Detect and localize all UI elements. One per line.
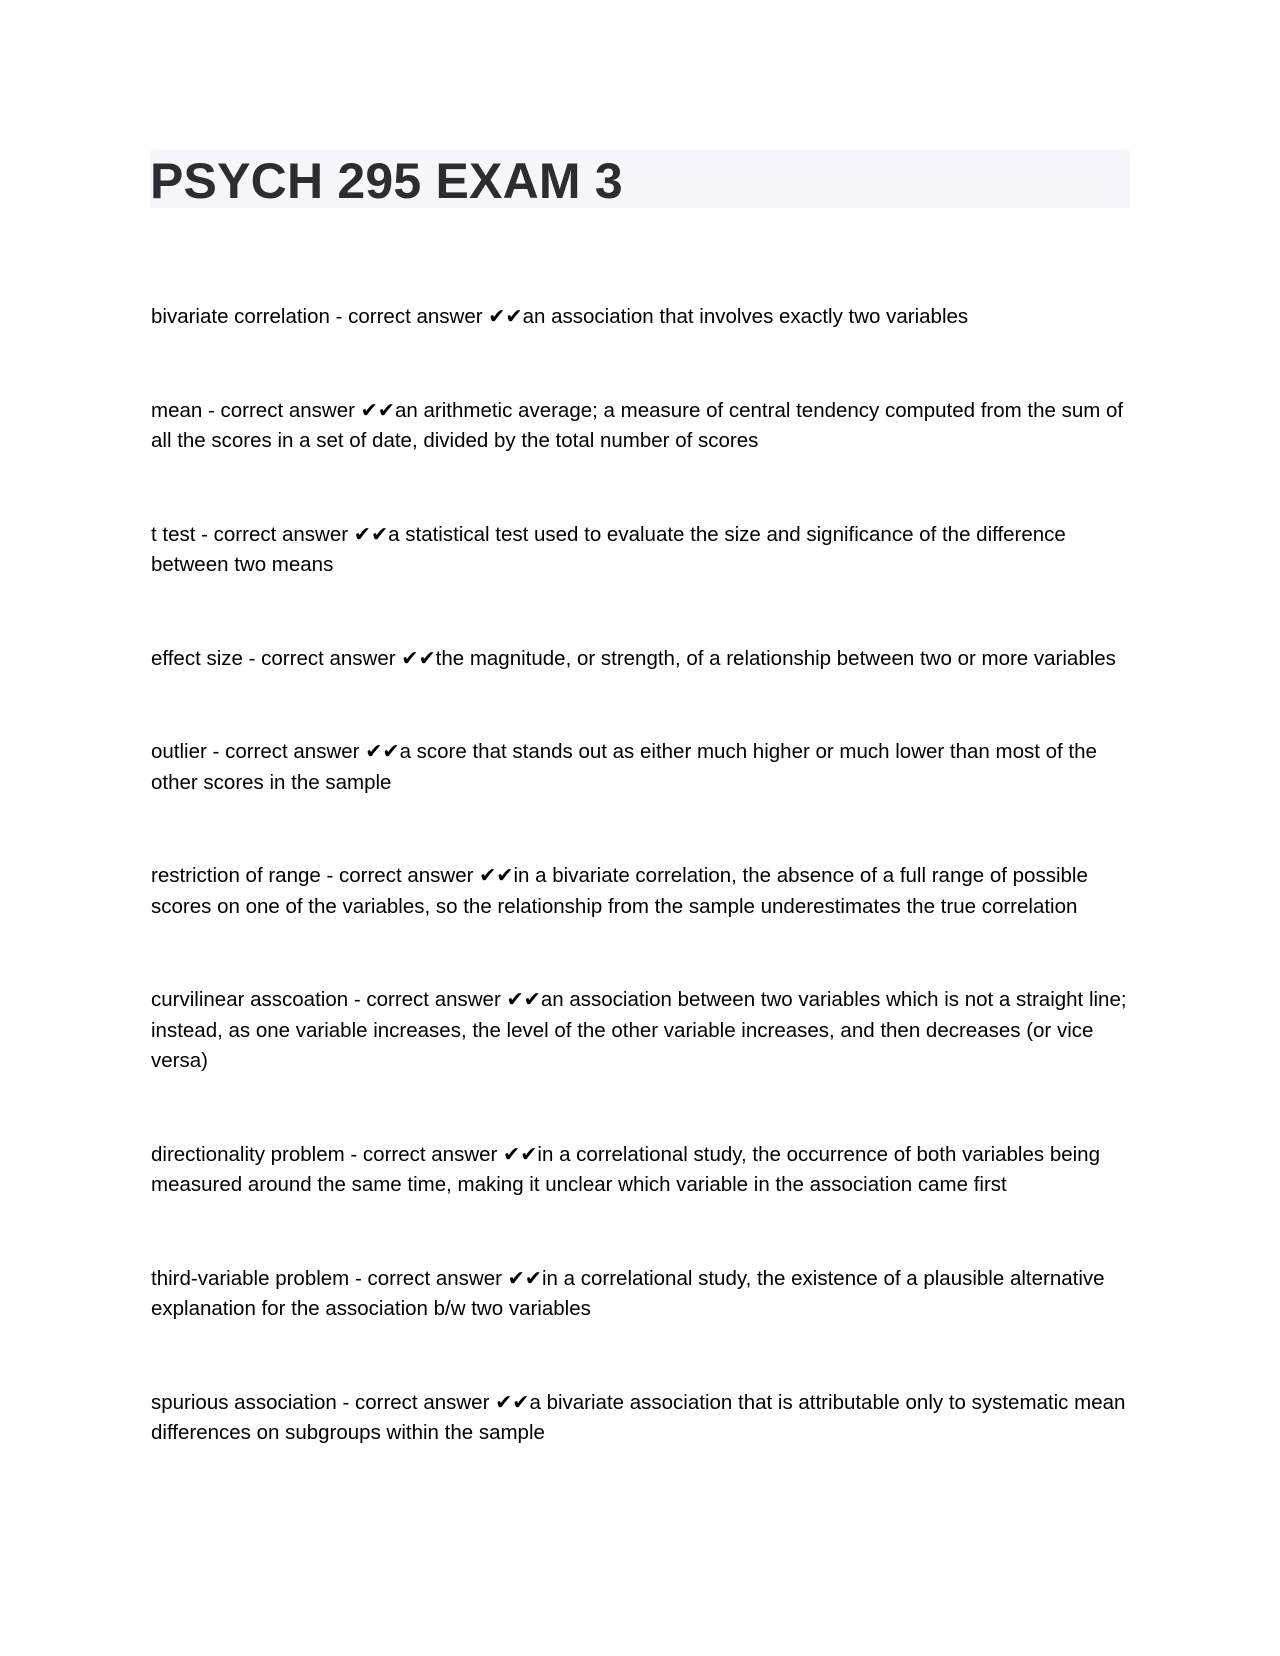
flashcard-entry bbox=[151, 861, 1131, 922]
check-mark-icon: ✔✔ bbox=[359, 740, 400, 763]
flashcard-entry bbox=[151, 1140, 1131, 1201]
document-title: PSYCH 295 EXAM 3 bbox=[150, 153, 623, 209]
flashcard-entry bbox=[151, 520, 1131, 581]
answer-label: correct answer bbox=[261, 646, 396, 670]
answer-label: correct answer bbox=[348, 305, 483, 328]
check-mark-icon: ✔✔ bbox=[489, 1390, 530, 1414]
answer-label: correct answer bbox=[354, 1390, 490, 1414]
entry-term: restriction of range bbox=[151, 864, 321, 887]
entry-term: effect size bbox=[151, 646, 243, 670]
entry-definition: in a correlational study, the existence of a plausible alternative explanation for the association b/w two variables bbox=[151, 1266, 1105, 1320]
entry-separator: - bbox=[329, 305, 349, 328]
entry-definition: in a correlational study, the occurrence of both variables being measured around the same time, making it unclear which variable in the association came first bbox=[151, 1142, 1100, 1196]
entry-separator: - bbox=[344, 1142, 363, 1166]
answer-label: correct answer bbox=[220, 398, 355, 422]
check-mark-icon: ✔✔ bbox=[395, 646, 436, 670]
entry-separator: - bbox=[206, 740, 226, 763]
flashcard-list bbox=[151, 302, 1131, 1512]
answer-label: correct answer bbox=[339, 864, 474, 887]
answer-label: correct answer bbox=[366, 988, 501, 1011]
check-mark-icon: ✔✔ bbox=[482, 305, 523, 328]
flashcard-entry bbox=[151, 737, 1131, 798]
entry-term: outlier bbox=[151, 740, 207, 763]
entry-definition: a score that stands out as either much higher or much lower than most of the other scores in the sample bbox=[151, 740, 1097, 794]
entry-separator: - bbox=[202, 398, 221, 422]
answer-label: correct answer bbox=[225, 740, 360, 763]
entry-term: directionality problem bbox=[151, 1142, 345, 1166]
check-mark-icon: ✔✔ bbox=[501, 1266, 542, 1290]
flashcard-entry bbox=[151, 396, 1131, 457]
check-mark-icon: ✔✔ bbox=[500, 988, 541, 1011]
answer-label: correct answer bbox=[362, 1142, 498, 1166]
flashcard-entry bbox=[151, 644, 1131, 675]
entry-separator: - bbox=[348, 988, 367, 1011]
entry-term: bivariate correlation bbox=[151, 305, 330, 328]
entry-separator: - bbox=[242, 646, 262, 670]
entry-term: mean bbox=[151, 398, 203, 422]
entry-definition: an association between two variables which is not a straight line; instead, as one variable increases, the level of the other variable increases, and then decreases (or vice versa) bbox=[151, 988, 1127, 1072]
check-mark-icon: ✔✔ bbox=[497, 1142, 538, 1166]
flashcard-entry bbox=[151, 1264, 1131, 1325]
entry-term: t test bbox=[151, 522, 196, 546]
check-mark-icon: ✔✔ bbox=[348, 522, 389, 546]
check-mark-icon: ✔✔ bbox=[473, 864, 514, 887]
answer-label: correct answer bbox=[367, 1266, 502, 1290]
answer-label: correct answer bbox=[213, 522, 349, 546]
entry-definition: in a bivariate correlation, the absence of a full range of possible scores on one of the variables, so the relationship from the sample underestimates the true correlation bbox=[151, 864, 1088, 918]
entry-separator: - bbox=[336, 1390, 355, 1414]
entry-separator: - bbox=[349, 1266, 368, 1290]
entry-definition: a bivariate association that is attributable only to systematic mean differences on subgroups within the sample bbox=[151, 1390, 1126, 1444]
flashcard-entry bbox=[151, 1388, 1131, 1449]
flashcard-entry bbox=[151, 302, 1131, 333]
entry-separator: - bbox=[195, 522, 214, 546]
entry-separator: - bbox=[320, 864, 339, 887]
entry-term: third-variable problem bbox=[151, 1266, 350, 1290]
entry-term: spurious association bbox=[151, 1390, 337, 1414]
entry-definition: an association that involves exactly two variables bbox=[522, 305, 969, 328]
entry-definition: an arithmetic average; a measure of central tendency computed from the sum of all the scores in a set of date, divided by the total number of scores bbox=[151, 398, 1124, 452]
entry-definition: a statistical test used to evaluate the size and significance of the difference between two means bbox=[151, 522, 1066, 576]
check-mark-icon: ✔✔ bbox=[354, 398, 395, 422]
entry-term: curvilinear asscoation bbox=[151, 988, 349, 1011]
entry-definition: the magnitude, or strength, of a relationship between two or more variables bbox=[435, 646, 1116, 670]
flashcard-entry bbox=[151, 985, 1131, 1077]
